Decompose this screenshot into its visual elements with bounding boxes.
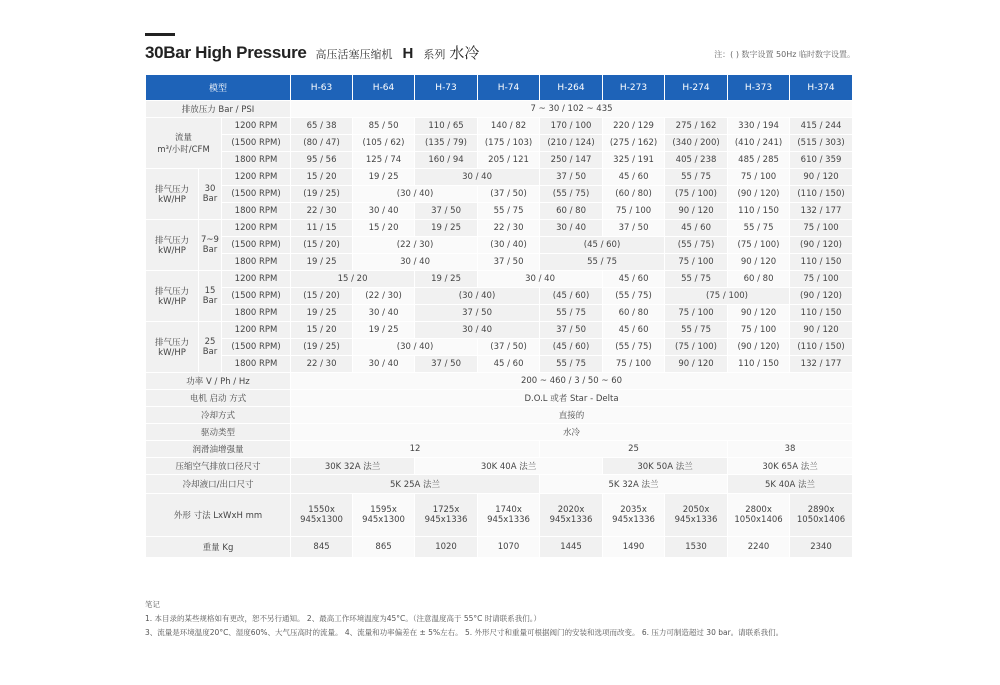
cell-value: 11 / 15 [291,220,353,237]
cell-value: 15 / 20 [291,271,415,288]
cell-value: 30 / 40 [478,271,603,288]
cell-value: 45 / 60 [665,220,728,237]
cell-value: (55 / 75) [665,237,728,254]
cell-value: (30 / 40) [353,186,478,203]
cell-value: 1020 [415,537,478,558]
header-note: 注：( ) 数字设置 50Hz 临时数字设置。 [714,50,855,59]
cell-value: 75 / 100 [728,322,790,339]
pressure-group-label: 25 Bar [199,322,222,373]
row-label-discharge: 排放压力 Bar / PSI [146,101,291,118]
table-row [146,407,853,424]
cell-value: 200 ~ 460 / 3 / 50 ~ 60 [291,373,853,390]
cell-value: (30 / 40) [353,339,478,356]
cell-value: 140 / 82 [478,118,540,135]
cell-value: (45 / 60) [540,339,603,356]
cell-value: (75 / 100) [665,186,728,203]
cell-value: (340 / 200) [665,135,728,152]
cell-value: 2340 [790,537,853,558]
cell-value: 2050x 945x1336 [665,494,728,537]
cell-value: (75 / 100) [665,339,728,356]
cell-value: 60 / 80 [728,271,790,288]
model-header: 模型 [146,75,291,101]
cell-value: (30 / 40) [415,288,540,305]
cell-value: (110 / 150) [790,339,853,356]
title-accent-bar [145,33,175,36]
row-label-lube: 润滑油增强量 [146,441,291,458]
cell-value: (75 / 100) [665,288,790,305]
rpm-label: (1500 RPM) [222,186,291,203]
cell-value: 15 / 20 [291,169,353,186]
cell-value: (80 / 47) [291,135,353,152]
cell-value: 75 / 100 [790,220,853,237]
row-label-power: 功率 V / Ph / Hz [146,373,291,390]
table-row [146,305,853,322]
cell-value: 1530 [665,537,728,558]
footnotes-heading: 笔记 [145,600,160,609]
cell-value: (410 / 241) [728,135,790,152]
cell-value: (19 / 25) [291,339,353,356]
cell-value: 110 / 65 [415,118,478,135]
cell-value: (105 / 62) [353,135,415,152]
table-row [146,186,853,203]
cell-value: (90 / 120) [790,288,853,305]
cell-value: 19 / 25 [353,322,415,339]
cell-value: 37 / 50 [540,322,603,339]
cell-value: 405 / 238 [665,152,728,169]
row-label-weight: 重量 Kg [146,537,291,558]
model-h73: H-73 [415,75,478,101]
cell-value: 30K 65A 法兰 [728,458,853,475]
cell-value: 37 / 50 [415,305,540,322]
cell-value: (90 / 120) [728,186,790,203]
model-h374: H-374 [790,75,853,101]
cell-value: 55 / 75 [540,356,603,373]
cell-value: 865 [353,537,415,558]
cell-value: 30 / 40 [353,356,415,373]
row-label-motor-start: 电机 启动 方式 [146,390,291,407]
table-row [146,494,853,537]
cell-value: 90 / 120 [728,254,790,271]
cell-value: 75 / 100 [790,271,853,288]
cell-value: (37 / 50) [478,186,540,203]
rpm-label: 1200 RPM [222,118,291,135]
cell-value: 38 [728,441,853,458]
cell-value: (30 / 40) [478,237,540,254]
cell-value: 90 / 120 [728,305,790,322]
cell-value: 1740x 945x1336 [478,494,540,537]
cell-value: 2800x 1050x1406 [728,494,790,537]
cell-value: 30 / 40 [353,305,415,322]
model-h264: H-264 [540,75,603,101]
rpm-label: 1800 RPM [222,203,291,220]
cell-value: D.O.L 或者 Star - Delta [291,390,853,407]
cell-value: (60 / 80) [603,186,665,203]
cell-value: 1595x 945x1300 [353,494,415,537]
cell-value: 170 / 100 [540,118,603,135]
row-label-dimensions: 外形 寸法 LxWxH mm [146,494,291,537]
cell-value: 205 / 121 [478,152,540,169]
page-header [145,42,479,63]
cell-value: 19 / 25 [415,271,478,288]
row-label-exhaust: 排气压力 kW/HP [146,271,199,322]
cell-value: 45 / 60 [603,322,665,339]
cell-value: 45 / 60 [603,169,665,186]
footnotes [145,598,783,640]
cell-value: 30 / 40 [415,169,540,186]
rpm-label: 1200 RPM [222,220,291,237]
cell-value: 275 / 162 [665,118,728,135]
cell-value: 45 / 60 [478,356,540,373]
rpm-label: 1800 RPM [222,356,291,373]
cell-value: (90 / 120) [728,339,790,356]
cell-value: 19 / 25 [291,305,353,322]
cell-value: 37 / 50 [540,169,603,186]
cell-value: (90 / 120) [790,237,853,254]
cell-value: 直接的 [291,407,853,424]
cell-value: (210 / 124) [540,135,603,152]
cell-value: (22 / 30) [353,237,478,254]
cell-value: 95 / 56 [291,152,353,169]
table-row [146,339,853,356]
rpm-label: 1200 RPM [222,169,291,186]
cell-value: (15 / 20) [291,288,353,305]
cell-value: 75 / 100 [603,356,665,373]
cell-value: 2035x 945x1336 [603,494,665,537]
cell-value: 132 / 177 [790,203,853,220]
model-h63: H-63 [291,75,353,101]
cell-value: 30 / 40 [415,322,540,339]
cell-value: 75 / 100 [603,203,665,220]
cell-value: 30 / 40 [540,220,603,237]
cell-value: 110 / 150 [728,356,790,373]
cell-value: 22 / 30 [291,203,353,220]
cell-value: 485 / 285 [728,152,790,169]
cell-value: 90 / 120 [665,356,728,373]
table-row [146,537,853,558]
cell-value: 610 / 359 [790,152,853,169]
cell-value: (75 / 100) [728,237,790,254]
cell-value: 水冷 [291,424,853,441]
row-label-cooling-method: 冷却方式 [146,407,291,424]
row-label-flow: 流量 m³/小时/CFM [146,118,222,169]
table-header-row [146,75,853,101]
table-row [146,288,853,305]
cell-value: 330 / 194 [728,118,790,135]
model-h273: H-273 [603,75,665,101]
cell-value: 30 / 40 [353,203,415,220]
cell-value: 55 / 75 [478,203,540,220]
cell-value: 65 / 38 [291,118,353,135]
cell-value: 1445 [540,537,603,558]
cell-value: 1490 [603,537,665,558]
cell-value: 15 / 20 [291,322,353,339]
rpm-label: 1200 RPM [222,271,291,288]
table-row [146,390,853,407]
cell-value: 60 / 80 [540,203,603,220]
cell-value: 45 / 60 [603,271,665,288]
cell-value: 220 / 129 [603,118,665,135]
rpm-label: (1500 RPM) [222,237,291,254]
cell-value: 15 / 20 [353,220,415,237]
cell-value: 22 / 30 [291,356,353,373]
table-row [146,152,853,169]
table-row [146,203,853,220]
cell-value: 55 / 75 [665,169,728,186]
cell-value: 55 / 75 [728,220,790,237]
cell-value: 1070 [478,537,540,558]
cell-value: 19 / 25 [291,254,353,271]
row-label-coolant-port: 冷却液口/出口尺寸 [146,475,291,494]
table-row [146,135,853,152]
cell-value: (22 / 30) [353,288,415,305]
model-h74: H-74 [478,75,540,101]
table-row [146,101,853,118]
cell-value: 30K 32A 法兰 [291,458,415,475]
table-row [146,475,853,494]
cell-value: 85 / 50 [353,118,415,135]
row-label-air-outlet: 压缩空气排放口径尺寸 [146,458,291,475]
table-row [146,169,853,186]
cell-value: 75 / 100 [665,305,728,322]
cell-value: 132 / 177 [790,356,853,373]
cell-value: 110 / 150 [790,305,853,322]
table-row [146,322,853,339]
title-chinese: 高压活塞压缩机 [315,48,393,61]
cell-value: (275 / 162) [603,135,665,152]
cell-value: 90 / 120 [665,203,728,220]
table-row [146,118,853,135]
rpm-label: (1500 RPM) [222,339,291,356]
cell-value: 2890x 1050x1406 [790,494,853,537]
rpm-label: 1800 RPM [222,152,291,169]
cell-value: (45 / 60) [540,237,665,254]
cell-value: 1550x 945x1300 [291,494,353,537]
cell-value: 37 / 50 [415,356,478,373]
cell-value: 845 [291,537,353,558]
cell-value: (175 / 103) [478,135,540,152]
row-label-drive-type: 驱动类型 [146,424,291,441]
cell-value: 1725x 945x1336 [415,494,478,537]
table-row [146,237,853,254]
cell-value: (37 / 50) [478,339,540,356]
table-row [146,424,853,441]
cell-value: 55 / 75 [540,305,603,322]
table-row [146,254,853,271]
pressure-group-label: 7~9 Bar [199,220,222,271]
cell-value: 160 / 94 [415,152,478,169]
cell-value: 125 / 74 [353,152,415,169]
cell-value: 2020x 945x1336 [540,494,603,537]
cell-value: 55 / 75 [665,271,728,288]
row-label-exhaust: 排气压力 kW/HP [146,169,199,220]
cell-value: (45 / 60) [540,288,603,305]
table-row [146,220,853,237]
spec-table [145,74,853,558]
table-row [146,356,853,373]
rpm-label: (1500 RPM) [222,288,291,305]
cell-value: 37 / 50 [603,220,665,237]
series-code: H [402,45,414,62]
table-row [146,458,853,475]
cell-value: 7 ~ 30 / 102 ~ 435 [291,101,853,118]
cell-value: 55 / 75 [540,254,665,271]
cooling-type: 水冷 [449,44,480,62]
model-h64: H-64 [353,75,415,101]
cell-value: 5K 40A 法兰 [728,475,853,494]
cell-value: 19 / 25 [353,169,415,186]
footnote-line: 1. 本目录的某些规格如有更改，恕不另行通知。 2、最高工作环境温度为45°C。（注意温度高于 55°C 时请联系我们。） [145,614,542,623]
cell-value: 90 / 120 [790,322,853,339]
cell-value: 2240 [728,537,790,558]
cell-value: 30K 40A 法兰 [415,458,603,475]
cell-value: 25 [540,441,728,458]
cell-value: (55 / 75) [603,339,665,356]
rpm-label: 1800 RPM [222,305,291,322]
rpm-label: 1800 RPM [222,254,291,271]
cell-value: 75 / 100 [728,169,790,186]
cell-value: (55 / 75) [603,288,665,305]
series-label: 系列 [423,48,446,61]
cell-value: 30 / 40 [353,254,478,271]
cell-value: 55 / 75 [665,322,728,339]
cell-value: 90 / 120 [790,169,853,186]
cell-value: 5K 32A 法兰 [540,475,728,494]
table-row [146,373,853,390]
cell-value: 22 / 30 [478,220,540,237]
cell-value: (110 / 150) [790,186,853,203]
row-label-exhaust: 排气压力 kW/HP [146,220,199,271]
cell-value: 12 [291,441,540,458]
table-row [146,271,853,288]
model-h274: H-274 [665,75,728,101]
rpm-label: 1200 RPM [222,322,291,339]
cell-value: 110 / 150 [728,203,790,220]
cell-value: 37 / 50 [478,254,540,271]
cell-value: 19 / 25 [415,220,478,237]
cell-value: (15 / 20) [291,237,353,254]
rpm-label: (1500 RPM) [222,135,291,152]
title-english: 30Bar High Pressure [145,43,307,62]
cell-value: 60 / 80 [603,305,665,322]
cell-value: (19 / 25) [291,186,353,203]
cell-value: (135 / 79) [415,135,478,152]
pressure-group-label: 15 Bar [199,271,222,322]
pressure-group-label: 30 Bar [199,169,222,220]
cell-value: 415 / 244 [790,118,853,135]
cell-value: 250 / 147 [540,152,603,169]
cell-value: (515 / 303) [790,135,853,152]
cell-value: 110 / 150 [790,254,853,271]
table-row [146,441,853,458]
cell-value: (55 / 75) [540,186,603,203]
cell-value: 30K 50A 法兰 [603,458,728,475]
cell-value: 75 / 100 [665,254,728,271]
row-label-exhaust: 排气压力 kW/HP [146,322,199,373]
cell-value: 325 / 191 [603,152,665,169]
footnote-line: 3、流量是环境温度20°C、湿度60%、大气压高时的流量。 4、流量和功率偏差在 ± 5%左右。 5. 外形尺寸和重量可根据阀门的安装和选项而改变。 6. 压力可制造超过 30 bar。请联系我们。 [145,628,784,637]
model-h373: H-373 [728,75,790,101]
cell-value: 37 / 50 [415,203,478,220]
cell-value: 5K 25A 法兰 [291,475,540,494]
